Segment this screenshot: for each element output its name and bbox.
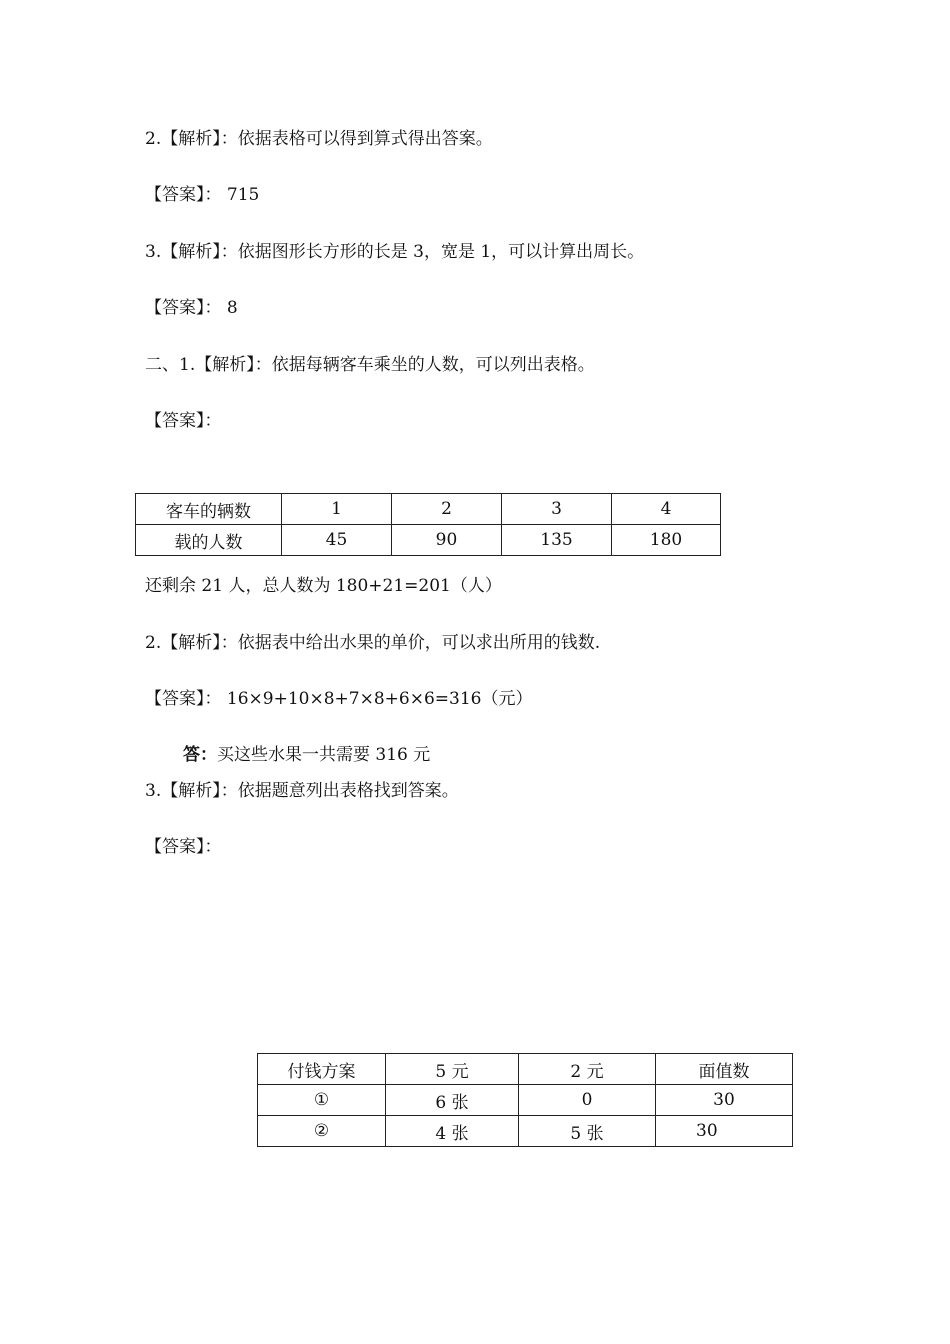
table-cell: 付钱方案 bbox=[258, 1054, 386, 1085]
table-cell: 4 bbox=[612, 494, 721, 525]
section-2-analysis-3: 3.【解析】：依据题意列出表格找到答案。 bbox=[145, 781, 459, 801]
table-cell: 2 元 bbox=[519, 1054, 656, 1085]
table-cell: 5 元 bbox=[386, 1054, 519, 1085]
table-cell: 1 bbox=[282, 494, 392, 525]
table-cell: 90 bbox=[392, 525, 502, 556]
table-cell: 45 bbox=[282, 525, 392, 556]
section-2-answer-2: 【答案】： 16×9+10×8+7×8+6×6=316（元） bbox=[145, 689, 533, 709]
table-row bbox=[136, 525, 721, 556]
table-cell: 2 bbox=[392, 494, 502, 525]
payment-table bbox=[257, 1053, 793, 1147]
table-row bbox=[136, 494, 721, 525]
table-cell: 30 bbox=[656, 1085, 793, 1116]
table-cell: 3 bbox=[502, 494, 612, 525]
section-2-analysis-2: 2.【解析】：依据表中给出水果的单价，可以求出所用的钱数. bbox=[145, 633, 601, 653]
table-cell: 135 bbox=[502, 525, 612, 556]
section-2-analysis-1: 二、1.【解析】：依据每辆客车乘坐的人数，可以列出表格。 bbox=[145, 355, 595, 375]
table-cell: 6 张 bbox=[386, 1085, 519, 1116]
remaining-people-text: 还剩余 21 人，总人数为 180+21=201（人） bbox=[145, 576, 502, 596]
table-cell: ② bbox=[258, 1116, 386, 1147]
table-cell: ① bbox=[258, 1085, 386, 1116]
analysis-2: 2.【解析】：依据表格可以得到算式得出答案。 bbox=[145, 129, 493, 149]
answer-2: 【答案】： 715 bbox=[145, 185, 260, 205]
final-answer-label: 答： bbox=[183, 745, 217, 765]
table-cell: 载的人数 bbox=[136, 525, 282, 556]
table-cell: 0 bbox=[519, 1085, 656, 1116]
table-cell: 30 bbox=[656, 1116, 793, 1147]
section-2-answer-1: 【答案】： bbox=[145, 411, 222, 431]
table-row bbox=[258, 1085, 793, 1116]
bus-table bbox=[135, 493, 721, 556]
section-2-answer-3: 【答案】： bbox=[145, 837, 222, 857]
table-row bbox=[258, 1054, 793, 1085]
analysis-3: 3.【解析】：依据图形长方形的长是 3，宽是 1，可以计算出周长。 bbox=[145, 242, 645, 262]
table-cell: 4 张 bbox=[386, 1116, 519, 1147]
table-cell: 面值数 bbox=[656, 1054, 793, 1085]
table-cell: 客车的辆数 bbox=[136, 494, 282, 525]
table-cell: 5 张 bbox=[519, 1116, 656, 1147]
final-answer-text: 买这些水果一共需要 316 元 bbox=[217, 745, 431, 765]
table-cell: 180 bbox=[612, 525, 721, 556]
answer-3: 【答案】： 8 bbox=[145, 298, 238, 318]
final-answer bbox=[183, 744, 430, 766]
table-row bbox=[258, 1116, 793, 1147]
